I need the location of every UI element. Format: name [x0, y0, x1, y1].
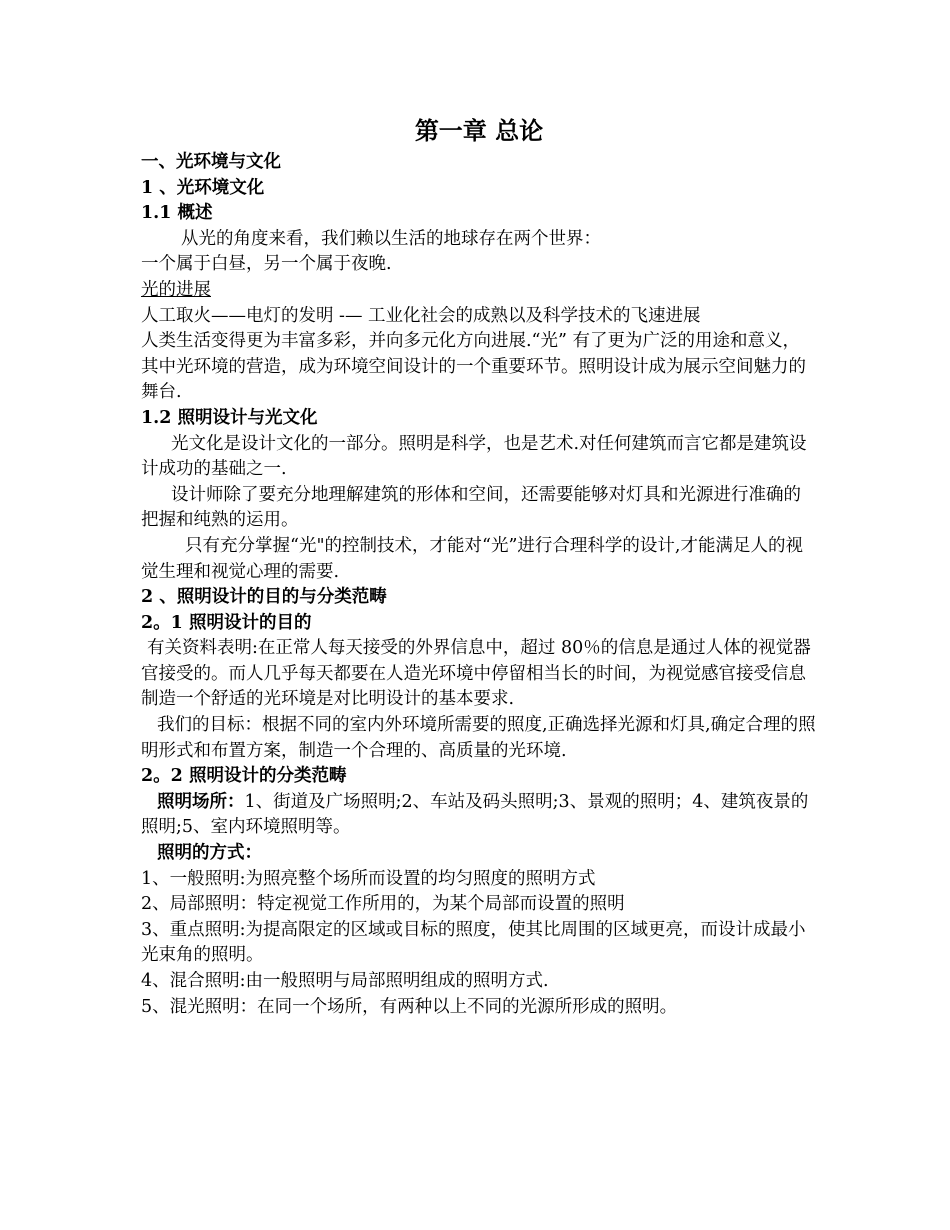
- section-1-heading: 一、光环境与文化: [141, 152, 281, 172]
- section-1-2-heading: 1.2 照明设计与光文化: [141, 407, 318, 428]
- overview-paragraph-1: 从光的角度来看，我们赖以生活的地球存在两个世界：: [181, 228, 601, 249]
- methods-label: 照明的方式：: [157, 843, 262, 864]
- places-paragraph: [141, 790, 817, 841]
- section-2-heading: 2 、照明设计的目的与分类范畴: [141, 587, 387, 608]
- method-item-2: 2、局部照明：特定视觉工作所用的，为某个局部而设置的照明: [141, 894, 625, 915]
- progress-paragraph-1: 人工取火——电灯的发明 -— 工业化社会的成熟以及科学技术的飞速进展: [141, 305, 701, 326]
- places-label: 照明场所：: [157, 791, 245, 812]
- culture-paragraph-3: 只有充分掌握“光"的控制技术，才能对“光”进行合理科学的设计,才能满足人的视觉生理和视觉心理的需要.: [141, 535, 803, 582]
- overview-paragraph-2: 一个属于白昼，另一个属于夜晚.: [141, 254, 392, 275]
- chapter-title: 第一章 总论: [414, 116, 544, 145]
- method-item-1: 1、一般照明:为照亮整个场所而设置的均匀照度的照明方式: [141, 868, 596, 889]
- culture-paragraph-2: 设计师除了要充分地理解建筑的形体和空间，还需要能够对灯具和光源进行准确的把握和纯熟的运用。: [141, 484, 801, 531]
- section-1-1-1-heading: 1.1 概述: [141, 203, 213, 224]
- purpose-paragraph-2: 我们的目标：根据不同的室内外环境所需要的照度,正确选择光源和灯具,确定合理的照明形式和布置方案，制造一个合理的、高质量的光环境.: [141, 715, 816, 761]
- section-1-1-heading: 1 、光环境文化: [141, 177, 265, 198]
- culture-paragraph-1: 光文化是设计文化的一部分。照明是科学，也是艺术.对任何建筑而言它都是建筑设计成功的基础之一.: [141, 433, 807, 480]
- method-item-3: 3、重点照明:为提高限定的区域或目标的照度，使其比周围的区域更亮，而设计成最小光束角的照明。: [141, 919, 806, 966]
- document-page: [141, 112, 817, 1020]
- places-text: 1、街道及广场照明;2、车站及码头照明;3、景观的照明；4、建筑夜景的照明;5、室内环境照明等。: [141, 791, 809, 838]
- progress-heading: 光的进展: [141, 279, 211, 300]
- section-2-2-heading: 2。2 照明设计的分类范畴: [141, 766, 347, 787]
- method-item-4: 4、混合照明:由一般照明与局部照明组成的照明方式.: [141, 971, 549, 991]
- progress-paragraph-2: 人类生活变得更为丰富多彩，并向多元化方向进展.“光” 有了更为广泛的用途和意义，其中光环境的营造，成为环境空间设计的一个重要环节。照明设计成为展示空间魅力的舞台.: [141, 331, 806, 403]
- section-2-1-heading: 2。1 照明设计的目的: [141, 612, 312, 633]
- purpose-paragraph-1: 有关资料表明:在正常人每天接受的外界信息中，超过 80％的信息是通过人体的视觉器官接受的。而人几乎每天都要在人造光环境中停留相当长的时间，为视觉感官接受信息制造一个舒适的光环境是对比明设计的基本要求.: [141, 638, 811, 710]
- method-item-5: 5、混光照明：在同一个场所，有两种以上不同的光源所形成的照明。: [141, 996, 678, 1017]
